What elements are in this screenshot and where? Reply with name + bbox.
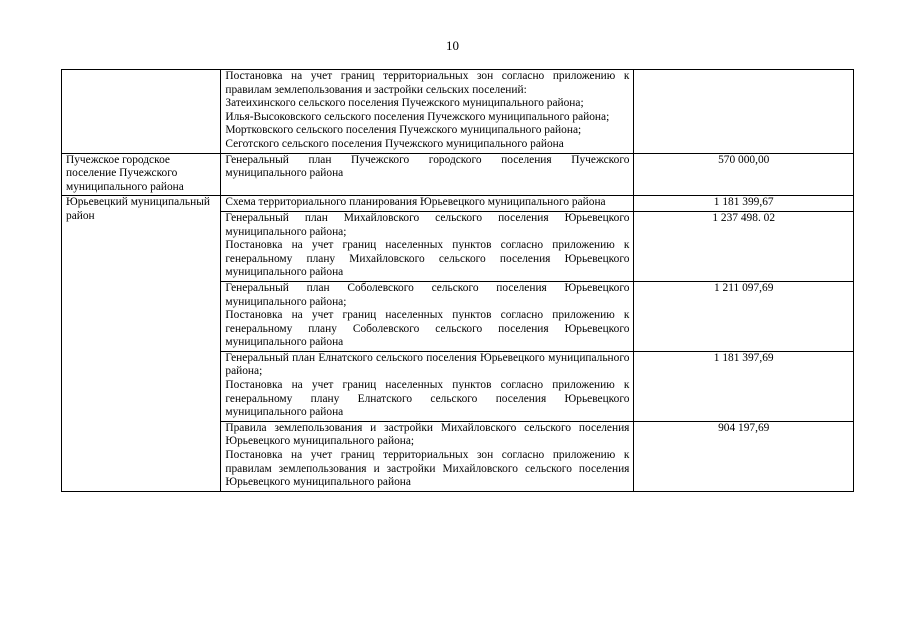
district-cell: Пучежское городское поселение Пучежского муниципального района: [62, 153, 221, 196]
amount-cell: 1 237 498. 02: [634, 211, 854, 281]
table-row: [62, 153, 854, 196]
work-line: Правила землепользования и застройки Михайловского сельского поселения Юрьевецкого муниципального района;: [225, 421, 630, 448]
amount-cell: 570 000,00: [634, 153, 854, 196]
work-line: Генеральный план Елнатского сельского поселения Юрьевецкого муниципального района;: [225, 351, 630, 378]
amount-cell: [634, 70, 854, 154]
table-row: [62, 70, 854, 154]
work-line: Генеральный план Михайловского сельского поселения Юрьевецкого муниципального района;: [225, 211, 630, 238]
work-line: Схема территориального планирования Юрьевецкого муниципального района: [225, 196, 606, 209]
amount-cell: 1 181 399,67: [634, 196, 854, 212]
work-cell: [221, 351, 634, 421]
district-cell: [62, 70, 221, 154]
table-row: [62, 196, 854, 212]
work-cell: [221, 70, 634, 154]
work-cell: [221, 196, 634, 212]
work-line: Постановка на учет границ территориальных зон согласно приложению к правилам землепользования и застройки Михайловского сельского поселения Юрьевецкого муниципального района: [225, 449, 630, 489]
work-line: Постановка на учет границ населенных пунктов согласно приложению к генеральному плану Елнатского сельского поселения Юрьевецкого муниципального района: [225, 379, 630, 419]
district-cell: Юрьевецкий муниципальный район: [62, 196, 221, 491]
work-cell: [221, 421, 634, 491]
work-line: Затеихинского сельского поселения Пучежского муниципального района;: [225, 97, 584, 110]
work-line: Мортковского сельского поселения Пучежского муниципального района;: [225, 124, 582, 137]
work-line: Генеральный план Соболевского сельского поселения Юрьевецкого муниципального района;: [225, 281, 630, 308]
work-line: Генеральный план Пучежского городского поселения Пучежского муниципального района: [225, 153, 630, 180]
work-line: Постановка на учет границ населенных пунктов согласно приложению к генеральному плану Михайловского сельского поселения Юрьевецкого муниципального района: [225, 239, 630, 279]
work-cell: [221, 153, 634, 196]
page-number: 10: [446, 38, 459, 53]
work-line: Илья-Высоковского сельского поселения Пучежского муниципального района;: [225, 110, 610, 123]
work-line: Постановка на учет границ населенных пунктов согласно приложению к генеральному плану Соболевского сельского поселения Юрьевецкого муниципального района: [225, 309, 630, 349]
budget-table: [61, 69, 854, 492]
amount-cell: 904 197,69: [634, 421, 854, 491]
work-cell: [221, 211, 634, 281]
work-line: Сеготского сельского поселения Пучежского муниципального района: [225, 137, 564, 150]
work-cell: [221, 281, 634, 351]
amount-cell: 1 181 397,69: [634, 351, 854, 421]
work-line: Постановка на учет границ территориальных зон согласно приложению к правилам землепользования и застройки сельских поселений:: [225, 70, 630, 96]
amount-cell: 1 211 097,69: [634, 281, 854, 351]
